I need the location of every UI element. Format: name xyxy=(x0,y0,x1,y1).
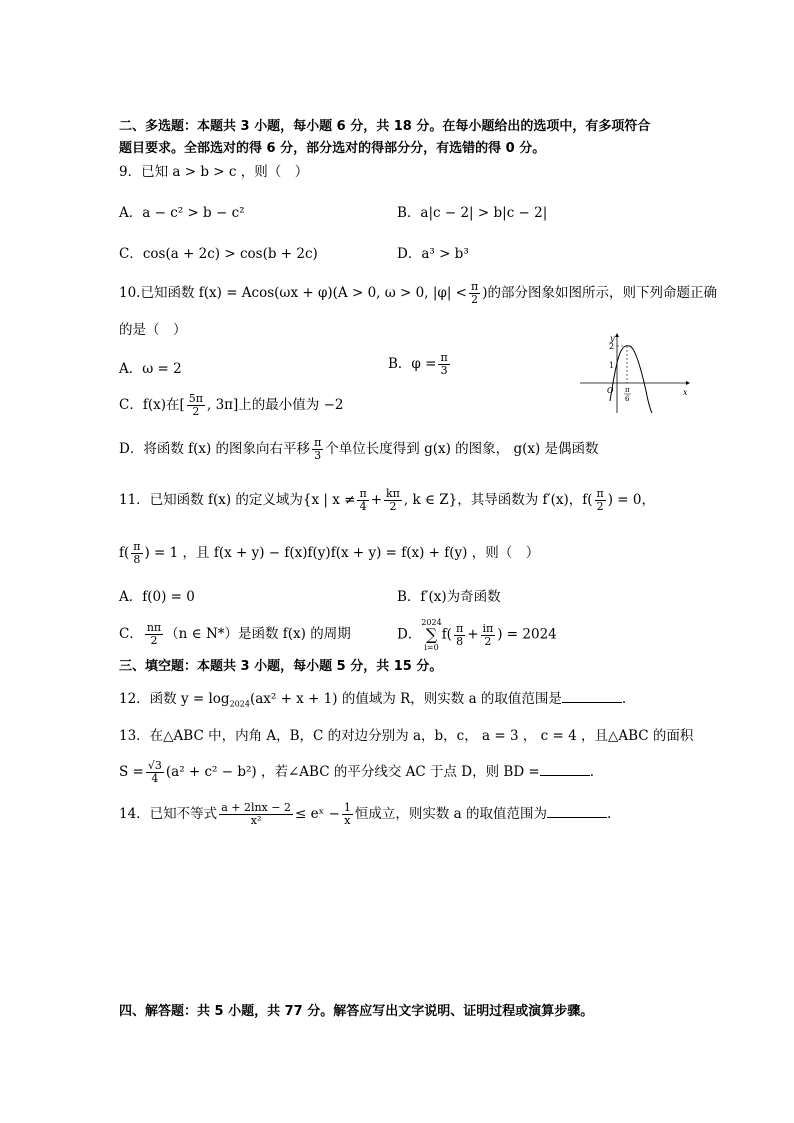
frac-num: π xyxy=(359,487,367,500)
q9-option-c: C．cos(a + 2c) > cos(b + 2c) xyxy=(119,246,318,262)
q9-option-a: A．a − c² > b − c² xyxy=(119,205,245,221)
frac-den: 3 xyxy=(440,364,448,377)
cosine-curve xyxy=(610,346,652,413)
q11-domain-set: {x | x ≠ xyxy=(302,492,356,508)
q11-stem-part1: 11．已知函数 f(x) 的定义域为 xyxy=(119,492,303,508)
q11-domain-frac2 xyxy=(384,488,402,513)
q10-stem-part1: 10.已知函数 f(x) = Acos(ωx + φ)(A > 0, ω > 0, |φ| < xyxy=(119,285,467,301)
q12-answer-blank xyxy=(562,690,622,703)
q14-mid: ≤ eˣ − xyxy=(294,806,340,822)
q11-line2 xyxy=(119,541,539,566)
q11-line2-frac xyxy=(131,541,142,566)
q14 xyxy=(119,802,611,827)
q14-prefix: 14．已知不等式 xyxy=(119,806,218,822)
q11-cond1-prefix: f( xyxy=(582,492,593,508)
q14-end: . xyxy=(607,806,612,822)
q11-c-prefix: C． xyxy=(119,626,143,642)
graph-label-2: 2 xyxy=(609,342,615,351)
q11-domain-frac1 xyxy=(357,488,368,513)
q14-frac1 xyxy=(219,802,293,827)
frac-num: π xyxy=(440,351,448,364)
frac-den: x xyxy=(344,814,351,827)
q12 xyxy=(119,689,626,715)
q11-line2-prefix: f( xyxy=(119,545,130,561)
q11-c-suffix: （n ∈ N*）是函数 f(x) 的周期 xyxy=(165,626,351,642)
q13-mid: (a² + c² − b²) ，若∠ABC 的平分线交 AC 于点 D，则 BD = xyxy=(165,764,540,780)
q14-suffix: 恒成立，则实数 a 的取值范围为 xyxy=(354,806,548,822)
q13-line2 xyxy=(119,760,594,785)
section3-header: 三、填空题：本题共 3 小题，每小题 5 分，共 15 分。 xyxy=(119,659,443,674)
graph-label-x: x xyxy=(683,388,688,397)
q11-stem xyxy=(119,488,655,513)
q11-option-a: A．f(0) = 0 xyxy=(119,589,195,605)
frac-den: 3 xyxy=(314,449,322,462)
q13-answer-blank xyxy=(540,763,590,776)
frac-num: π xyxy=(596,487,604,500)
q11-option-c xyxy=(119,622,351,647)
q11-domain-end: , k ∈ Z} xyxy=(403,492,458,508)
q9-stem: 9．已知 a > b > c ，则（ ） xyxy=(119,164,309,180)
frac-den: 2 xyxy=(484,634,492,648)
q10-option-c xyxy=(119,393,344,418)
q14-frac2 xyxy=(342,802,353,827)
section2-header-line2: 题目要求。全部选对的得 6 分，部分选对的得部分分，有选错的得 0 分。 xyxy=(119,141,546,156)
q12-log-base: 2024 xyxy=(229,699,250,709)
q11-c-frac xyxy=(145,622,163,647)
x-axis-arrow xyxy=(686,381,690,385)
sum-top: 2024 xyxy=(421,618,442,627)
q10-option-a: A．ω = 2 xyxy=(119,361,182,377)
sum-sigma: ∑ xyxy=(425,625,438,644)
q10-option-d xyxy=(119,437,599,462)
q10-c-fraction xyxy=(187,393,205,418)
graph-label-pi: π xyxy=(625,386,630,394)
q10-c-suffix: , 3π]上的最小值为 −2 xyxy=(206,397,344,413)
q11-d-suffix: ) = 2024 xyxy=(497,626,557,643)
q10-option-b xyxy=(388,352,452,377)
q11-option-d xyxy=(397,618,557,652)
frac-num: π xyxy=(133,540,141,553)
frac-den: 2 xyxy=(150,634,158,647)
frac-num: √3 xyxy=(147,759,162,772)
graph-label-6: 6 xyxy=(625,395,630,403)
frac-den: 4 xyxy=(359,500,367,513)
frac-num: a + 2lnx − 2 xyxy=(221,801,291,814)
q11-d-plus: + xyxy=(467,626,479,643)
frac-den: x² xyxy=(250,814,262,827)
graph-label-origin: O xyxy=(607,386,614,395)
q9-option-d: D．a³ > b³ xyxy=(397,246,469,262)
q10-stem xyxy=(119,281,717,306)
q11-domain-plus: + xyxy=(370,492,383,508)
frac-num: 1 xyxy=(343,801,351,814)
section4-header: 四、解答题：共 5 小题，共 77 分。解答应写出文字说明、证明过程或演算步骤。 xyxy=(119,1004,594,1019)
q12-mid: (ax² + x + 1) 的值域为 R，则实数 a 的取值范围是 xyxy=(249,691,562,707)
frac-num: π xyxy=(455,621,464,635)
q10-d-fraction xyxy=(312,437,323,462)
frac-den: 2 xyxy=(389,500,397,513)
frac-den: 8 xyxy=(456,634,464,648)
q12-prefix: 12．函数 y = log xyxy=(119,691,230,707)
y-axis-arrow xyxy=(615,333,619,337)
sum-bottom: i=0 xyxy=(424,643,439,652)
q10-c-prefix: C．f(x)在[ xyxy=(119,397,185,413)
q10-stem-line2: 的是（ ） xyxy=(119,322,187,338)
frac-den: 4 xyxy=(151,772,159,785)
q12-end: . xyxy=(621,691,627,707)
q11-cond1-suffix: ) = 0， xyxy=(607,492,655,508)
frac-den: 2 xyxy=(596,500,604,513)
q13-line1: 13．在△ABC 中，内角 A，B，C 的对边分别为 a，b，c， a = 3 ， c = 4 ，且△ABC 的面积 xyxy=(119,728,694,744)
graph-label-1: 1 xyxy=(609,361,615,370)
q10-function-graph xyxy=(580,333,690,413)
q11-stem-part2: ，其导函数为 f′(x)， xyxy=(457,492,583,508)
q11-d-sum xyxy=(421,618,441,652)
q11-cond1-frac xyxy=(595,488,606,513)
graph-label-y: y xyxy=(610,334,615,343)
frac-num: kπ xyxy=(386,487,400,500)
section2-header-line1: 二、多选题：本题共 3 小题，每小题 6 分，共 18 分。在每小题给出的选项中，有多项符合 xyxy=(119,119,651,134)
frac-num: π xyxy=(314,436,322,449)
q10-stem-part2: )的部分图象如图所示，则下列命题正确 xyxy=(482,285,717,301)
q10-d-suffix: 个单位长度得到 g(x) 的图象， g(x) 是偶函数 xyxy=(325,441,599,457)
q11-d-f: f( xyxy=(441,626,452,643)
q10-b-prefix: B．φ = xyxy=(388,356,437,372)
q9-option-b: B．a|c − 2| > b|c − 2| xyxy=(397,205,548,221)
q13-frac xyxy=(146,760,164,785)
q11-d-frac2 xyxy=(481,623,496,648)
frac-den: 8 xyxy=(133,553,141,566)
q10-d-prefix: D．将函数 f(x) 的图象向右平移 xyxy=(119,441,311,457)
q10-b-fraction xyxy=(438,352,449,377)
frac-num: nπ xyxy=(146,621,162,634)
q11-option-b: B．f′(x)为奇函数 xyxy=(397,589,501,605)
frac-den: 2 xyxy=(192,405,200,418)
q11-line2-suffix: ) = 1 ，且 f(x + y) − f(x)f(y)f(x + y) = f(x) + f(y) ，则（ ） xyxy=(144,545,540,561)
q11-d-prefix: D． xyxy=(397,626,422,643)
q14-answer-blank xyxy=(547,805,607,818)
frac-num: 5π xyxy=(188,392,203,405)
frac-num: π xyxy=(470,280,479,293)
frac-num: iπ xyxy=(482,621,494,635)
q10-stem-fraction xyxy=(469,281,480,306)
frac-den: 2 xyxy=(471,293,479,306)
q11-d-frac1 xyxy=(454,623,465,648)
q13-end: . xyxy=(589,764,595,780)
q13-s-prefix: S = xyxy=(119,764,144,780)
